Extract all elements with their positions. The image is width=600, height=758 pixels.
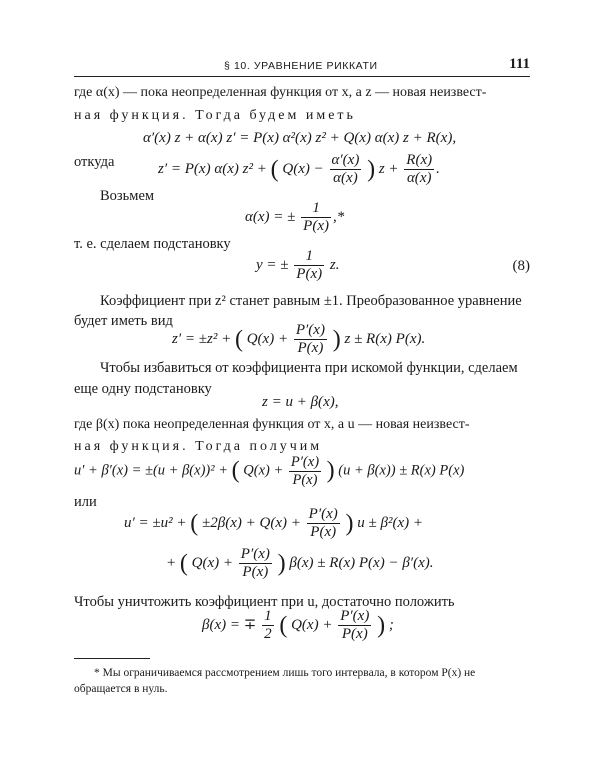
equation-8a: u′ = ±u² + ( ±2β(x) + Q(x) + $\frac{P'(x)}{P(x)}$ ) u ± β²(x) + (124, 506, 424, 541)
equation-2: z′ = P(x) α(x) z² + ( Q(x) − $\frac{\alpha'(x)}{\alpha(x)}$ ) z + $\frac{R(x)}{\alpha(x)}$ . (158, 152, 440, 187)
text-te: т. е. сделаем подстановку (74, 236, 231, 252)
text-ili: или (74, 494, 97, 510)
text-l1-content: где α(x) — пока неопределенная функция от x, а z — новая неизвест- (74, 85, 487, 100)
text-l2-content: ная функция. Тогда будем иметь (74, 108, 356, 123)
text-g2: ная функция. Тогда получим (74, 439, 323, 454)
text-c2: еще одну подстановку (74, 381, 212, 397)
text-c1: Чтобы избавиться от коэффициента при искомой функции, сделаем (100, 360, 518, 376)
equation-4: y = ± $\frac{1}{P(x)}$ z. (256, 248, 340, 283)
equation-6: z = u + β(x), (262, 394, 339, 410)
text-l1 (74, 85, 486, 101)
text-otkuda: откуда (74, 154, 115, 170)
text-k1: Коэффициент при z² станет равным ±1. Преобразованное уравнение (100, 293, 522, 309)
equation-8b: + ( Q(x) + $\frac{P'(x)}{P(x)}$ ) β(x) ± R(x) P(x) − β′(x). (166, 546, 434, 581)
equation-1: α′(x) z + α(x) z′ = P(x) α²(x) z² + Q(x) α(x) z + R(x), (143, 130, 457, 146)
equation-7: u′ + β′(x) = ±(u + β(x))² + ( Q(x) + $\frac{P'(x)}{P(x)}$ ) (u + β(x)) ± R(x) P(x) (74, 454, 465, 488)
text-l2 (74, 108, 356, 124)
equation-number-8: (8) (512, 258, 530, 274)
equation-5: z′ = ±z² + ( Q(x) + $\frac{P'(x)}{P(x)}$ ) z ± R(x) P(x). (172, 322, 426, 357)
footnote-line-1: * Мы ограничиваемся рассмотрением лишь того интервала, в котором P(x) не (94, 667, 476, 679)
equation-3: α(x) = ± $\frac{1}{P(x)}$ ,* (245, 200, 345, 235)
text-g1: где β(x) пока неопределенная функция от x, а u — новая неизвест- (74, 417, 470, 432)
text-k2: будет иметь вид (74, 313, 173, 329)
page-number: 111 (509, 56, 530, 72)
running-title: § 10. УРАВНЕНИЕ РИККАТИ (224, 60, 378, 72)
footnote-line-2: обращается в нуль. (74, 683, 168, 695)
running-header (74, 58, 530, 77)
text-vozmem: Возьмем (100, 188, 155, 204)
text-u1: Чтобы уничтожить коэффициент при u, достаточно положить (74, 594, 455, 610)
footnote-rule (74, 658, 150, 659)
equation-9: β(x) = ∓ $\frac{1}{2}$ ( Q(x) + $\frac{P'(x)}{P(x)}$ ) ; (202, 608, 394, 643)
